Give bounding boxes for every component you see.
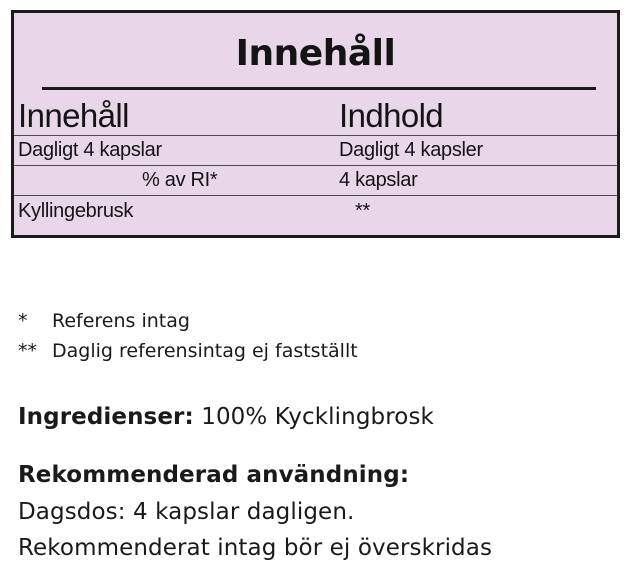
row-1-right: Dagligt 4 kapsler xyxy=(339,139,483,161)
footnote-2-text: Daglig referensintag ej fastställt xyxy=(52,340,358,362)
footnote-2-marker: ** xyxy=(18,340,37,362)
ingredients-value: 100% Kycklingbrosk xyxy=(201,404,434,430)
usage-label: Rekommenderad användning: xyxy=(18,462,410,488)
usage-heading xyxy=(18,462,409,488)
usage-line-2: Rekommenderat intag bör ej överskridas xyxy=(18,535,493,561)
nutrition-panel xyxy=(11,10,620,238)
row-2-right: 4 kapslar xyxy=(339,169,418,191)
row-2-left: % av RI* xyxy=(142,169,218,191)
footnote-1-marker: * xyxy=(18,310,28,332)
row-1-left: Dagligt 4 kapslar xyxy=(18,139,162,161)
column-header-danish: Indhold xyxy=(339,97,444,134)
ingredients-label: Ingredienser: xyxy=(18,404,194,430)
row-3-left: Kyllingebrusk xyxy=(18,200,134,222)
title-divider xyxy=(42,87,596,90)
usage-line-1: Dagsdos: 4 kapslar dagligen. xyxy=(18,499,355,525)
row-3-right: ** xyxy=(355,200,370,222)
panel-title: Innehåll xyxy=(235,33,396,74)
column-header-swedish: Innehåll xyxy=(18,97,129,134)
row-divider xyxy=(14,165,617,166)
ingredients-line xyxy=(18,404,434,430)
footnote-1-text: Referens intag xyxy=(52,310,190,332)
row-divider xyxy=(14,135,617,136)
row-divider xyxy=(14,195,617,196)
